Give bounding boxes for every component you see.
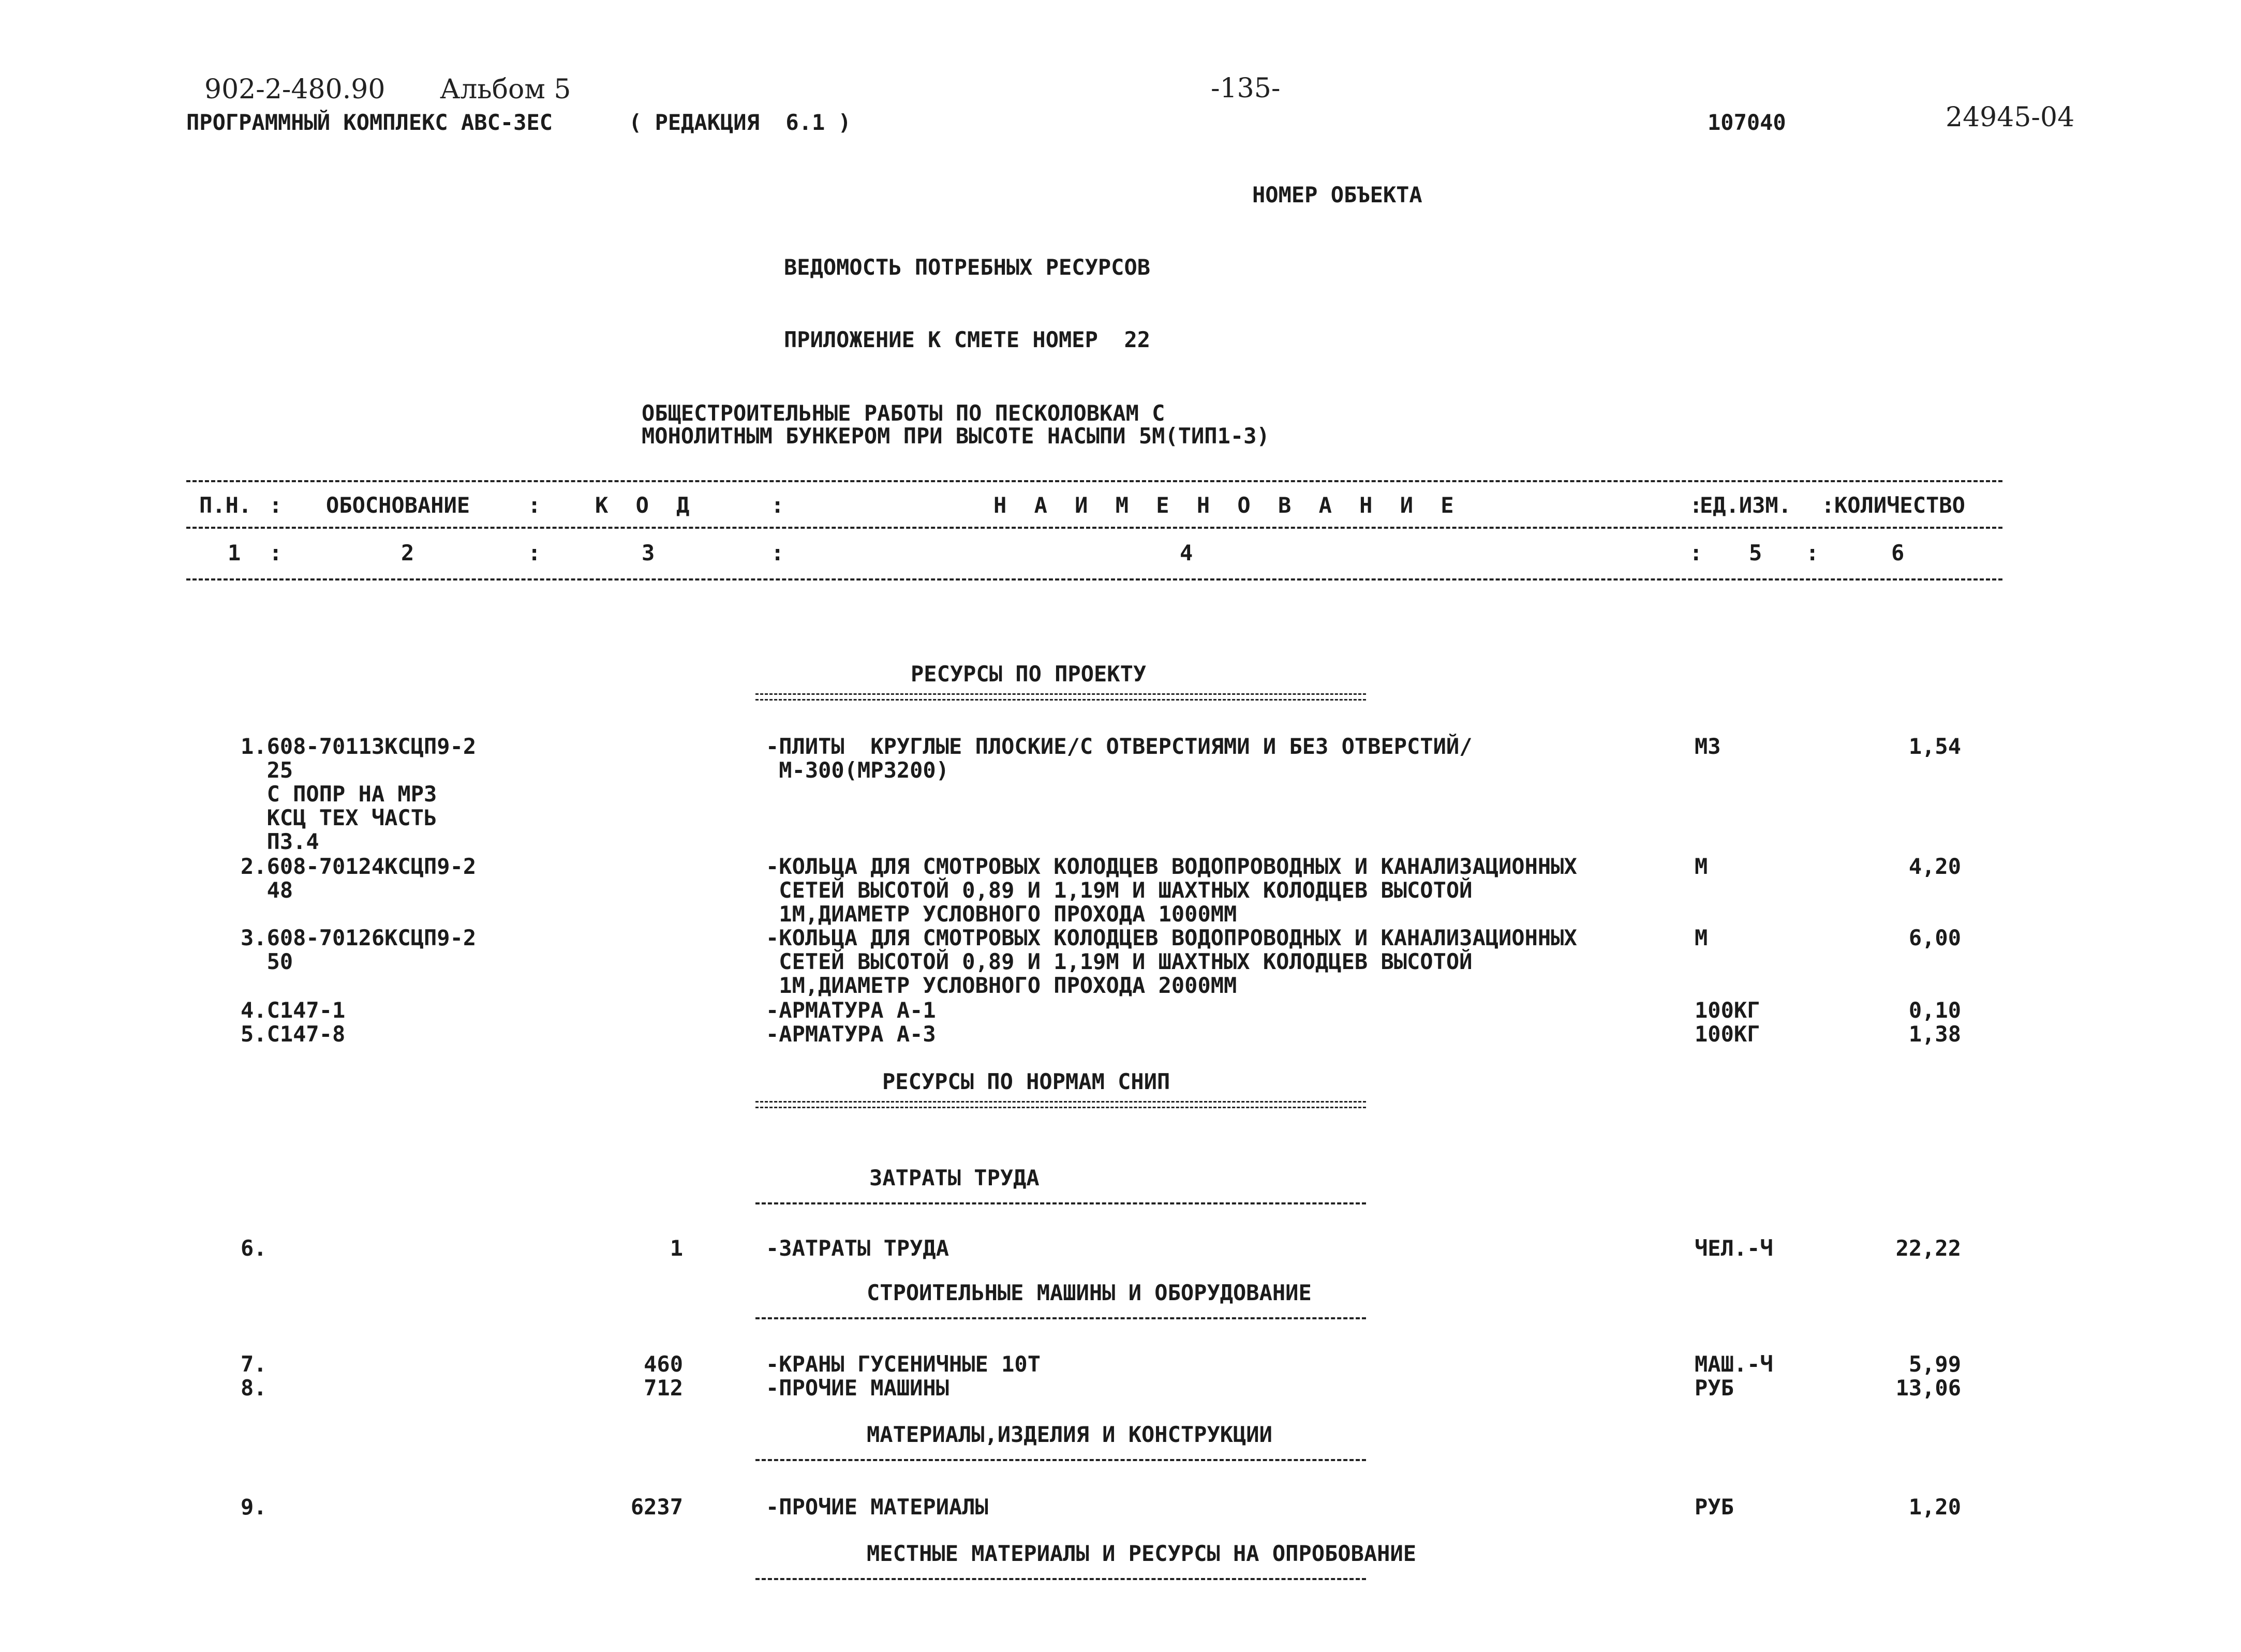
row-6-qty: 22,22 [1895, 1236, 1961, 1261]
section-machines-title: СТРОИТЕЛЬНЫЕ МАШИНЫ И ОБОРУДОВАНИЕ [867, 1280, 1312, 1305]
row-4-qty: 0,10 [1908, 998, 1961, 1023]
col-sep: : [1806, 540, 1819, 565]
col-sep: : [1821, 493, 1835, 518]
col-number-3: 3 [642, 540, 655, 565]
appendix-title: ПРИЛОЖЕНИЕ К СМЕТЕ НОМЕР 22 [784, 327, 1151, 352]
row-6-code: 1 [670, 1236, 683, 1261]
row-9-qty: 1,20 [1908, 1494, 1961, 1520]
row-4-basis: 4.С147-1 [241, 998, 346, 1023]
col-sep: : [1689, 493, 1703, 518]
row-7-basis: 7. [241, 1351, 267, 1377]
work-title-line1: ОБЩЕСТРОИТЕЛЬНЫЕ РАБОТЫ ПО ПЕСКОЛОВКАМ С [642, 400, 1165, 426]
row-3-name: -КОЛЬЦА ДЛЯ СМОТРОВЫХ КОЛОДЦЕВ ВОДОПРОВОДНЫХ И КАНАЛИЗАЦИОННЫХ [766, 925, 1577, 950]
row-9-code: 6237 [630, 1494, 683, 1520]
row-7-name: -КРАНЫ ГУСЕНИЧНЫЕ 10Т [766, 1351, 1041, 1377]
row-5-name: -АРМАТУРА А-3 [766, 1021, 936, 1047]
col-number-2: 2 [401, 540, 414, 565]
col-header-qty: КОЛИЧЕСТВО [1834, 493, 1965, 518]
section-underline [755, 1317, 1366, 1319]
document-code: 902-2-480.90 [204, 74, 385, 105]
row-1-qty: 1,54 [1908, 734, 1961, 759]
section-materials-title: МАТЕРИАЛЫ,ИЗДЕЛИЯ И КОНСТРУКЦИИ [867, 1422, 1272, 1447]
col-sep: : [528, 493, 541, 518]
col-header-basis: ОБОСНОВАНИЕ [326, 493, 470, 518]
section-local-title: МЕСТНЫЕ МАТЕРИАЛЫ И РЕСУРСЫ НА ОПРОБОВАНИЕ [867, 1541, 1417, 1566]
col-header-code: К О Д [595, 493, 697, 518]
row-5-qty: 1,38 [1908, 1021, 1961, 1047]
col-header-unit: ЕД.ИЗМ. [1700, 493, 1792, 518]
row-7-code: 460 [644, 1351, 683, 1377]
header-rule-top [186, 480, 2002, 482]
row-3-unit: М [1695, 925, 1708, 950]
row-7-unit: МАШ.-Ч [1695, 1351, 1773, 1377]
col-number-6: 6 [1891, 540, 1905, 565]
row-9-unit: РУБ [1695, 1494, 1734, 1520]
row-7-qty: 5,99 [1908, 1351, 1961, 1377]
section-snip-title: РЕСУРСЫ ПО НОРМАМ СНИП [882, 1069, 1170, 1094]
row-1-name: М-300(МРЗ200) [766, 757, 949, 783]
col-sep: : [771, 540, 784, 565]
section-underline [755, 1578, 1366, 1580]
row-4-unit: 100КГ [1695, 998, 1760, 1023]
row-4-name: -АРМАТУРА А-1 [766, 998, 936, 1023]
edition-label: ( РЕДАКЦИЯ 6.1 ) [629, 110, 851, 135]
col-sep: : [1689, 540, 1703, 565]
row-8-code: 712 [644, 1375, 683, 1401]
row-2-qty: 4,20 [1908, 854, 1961, 879]
statement-title: ВЕДОМОСТЬ ПОТРЕБНЫХ РЕСУРСОВ [784, 255, 1151, 280]
header-rule-mid [186, 527, 2002, 529]
row-9-name: -ПРОЧИЕ МАТЕРИАЛЫ [766, 1494, 988, 1520]
row-3-basis: 3.608-70126КСЦП9-2 [241, 925, 477, 950]
row-8-name: -ПРОЧИЕ МАШИНЫ [766, 1375, 949, 1401]
col-sep: : [771, 493, 784, 518]
col-sep: : [269, 540, 283, 565]
section-underline [755, 1459, 1366, 1461]
section-labor-title: ЗАТРАТЫ ТРУДА [869, 1165, 1040, 1190]
row-1-basis: 1.608-70113КСЦП9-2 [241, 734, 477, 759]
row-8-unit: РУБ [1695, 1375, 1734, 1401]
row-2-name: СЕТЕЙ ВЫСОТОЙ 0,89 И 1,19М И ШАХТНЫХ КОЛОДЦЕВ ВЫСОТОЙ [766, 877, 1473, 903]
section-underline [755, 1101, 1366, 1108]
row-6-basis: 6. [241, 1236, 267, 1261]
row-5-basis: 5.С147-8 [241, 1021, 346, 1047]
section-project-title: РЕСУРСЫ ПО ПРОЕКТУ [911, 661, 1147, 687]
album-label: Альбом 5 [440, 74, 571, 105]
header-rule-bottom [186, 578, 2002, 581]
row-2-unit: М [1695, 854, 1708, 879]
col-number-5: 5 [1749, 540, 1762, 565]
row-1-basis: П3.4 [241, 829, 319, 854]
col-sep: : [528, 540, 541, 565]
row-3-name: СЕТЕЙ ВЫСОТОЙ 0,89 И 1,19М И ШАХТНЫХ КОЛОДЦЕВ ВЫСОТОЙ [766, 949, 1473, 974]
row-1-basis: 25 [241, 757, 293, 783]
row-8-basis: 8. [241, 1375, 267, 1401]
row-5-unit: 100КГ [1695, 1021, 1760, 1047]
row-3-name: 1М,ДИАМЕТР УСЛОВНОГО ПРОХОДА 2000ММ [766, 973, 1237, 998]
col-number-4: 4 [1180, 540, 1193, 565]
row-1-basis: С ПОПР НА МРЗ [241, 781, 437, 807]
row-2-name: 1М,ДИАМЕТР УСЛОВНОГО ПРОХОДА 1000ММ [766, 901, 1237, 927]
col-header-name: Н А И М Е Н О В А Н И Е [993, 493, 1461, 518]
row-6-unit: ЧЕЛ.-Ч [1695, 1236, 1773, 1261]
col-number-1: 1 [228, 540, 241, 565]
object-number-title: НОМЕР ОБЪЕКТА [1252, 182, 1422, 207]
page-number: -135- [1211, 73, 1281, 104]
col-sep: : [269, 493, 283, 518]
row-2-basis: 2.608-70124КСЦП9-2 [241, 854, 477, 879]
row-2-basis: 48 [241, 877, 293, 903]
row-1-unit: М3 [1695, 734, 1721, 759]
code-107040: 107040 [1708, 110, 1786, 135]
row-3-basis: 50 [241, 949, 293, 974]
section-underline [755, 1202, 1366, 1204]
section-underline [755, 693, 1366, 701]
work-title-line2: МОНОЛИТНЫМ БУНКЕРОМ ПРИ ВЫСОТЕ НАСЫПИ 5М(ТИП1-3) [642, 423, 1270, 449]
row-9-basis: 9. [241, 1494, 267, 1520]
row-3-qty: 6,00 [1908, 925, 1961, 950]
row-6-name: -ЗАТРАТЫ ТРУДА [766, 1236, 949, 1261]
program-name: ПРОГРАММНЫЙ КОМПЛЕКС АВС-ЗЕС [186, 110, 553, 135]
row-8-qty: 13,06 [1895, 1375, 1961, 1401]
row-1-name: -ПЛИТЫ КРУГЛЫЕ ПЛОСКИЕ/С ОТВЕРСТИЯМИ И БЕЗ ОТВЕРСТИЙ/ [766, 734, 1473, 759]
code-24945: 24945-04 [1946, 102, 2075, 133]
col-header-pn: П.Н. [199, 493, 252, 518]
row-1-basis: КСЦ ТЕХ ЧАСТЬ [241, 805, 437, 830]
row-2-name: -КОЛЬЦА ДЛЯ СМОТРОВЫХ КОЛОДЦЕВ ВОДОПРОВОДНЫХ И КАНАЛИЗАЦИОННЫХ [766, 854, 1577, 879]
